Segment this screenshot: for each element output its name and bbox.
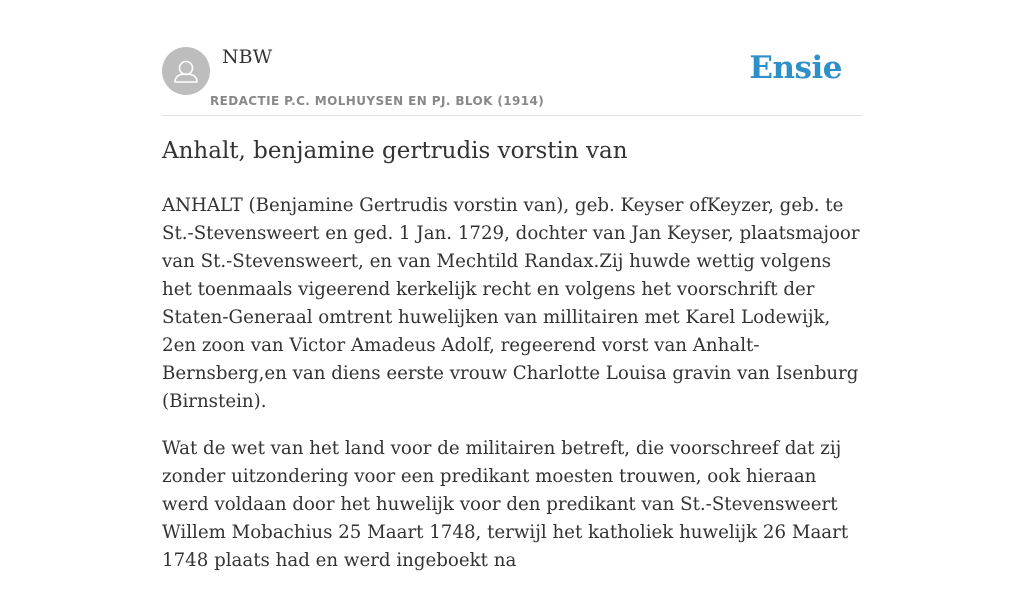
user-avatar-icon[interactable] xyxy=(162,47,210,95)
ensie-logo[interactable]: Ensie xyxy=(749,50,842,86)
author-name[interactable]: NBW xyxy=(222,46,273,68)
article-paragraph: ANHALT (Benjamine Gertrudis vorstin van), geb. Keyser ofKeyzer, geb. te St.-Stevensweert en ged. 1 Jan. 1729, dochter van Jan Keyser, plaatsmajoor van St.-Stevensweert, en van Mechtild Randax.Zij huwde wettig volgens het toenmaals vigeerend kerkelijk recht en volgens het voorschrift der Staten-Generaal omtrent huwelijken van millitairen met Karel Lodewijk, 2en zoon van Victor Amadeus Adolf, regeerend vorst van Anhalt-Bernsberg,en van diens eerste vrouw Charlotte Louisa gravin van Isenburg (Birnstein). xyxy=(162,195,860,412)
header xyxy=(162,0,862,116)
article-paragraph: Wat de wet van het land voor de militairen betreft, die voorschreef dat zij zonder uitzondering voor een predikant moesten trouwen, ook hieraan werd voldaan door het huwelijk voor den predikant van St.-Stevensweert Willem Mobachius 25 Maart 1748, terwijl het katholiek huwelijk 26 Maart 1748 plaats had en werd ingeboekt na xyxy=(162,438,849,571)
article-body xyxy=(162,192,864,594)
author-subtitle: REDACTIE P.C. MOLHUYSEN EN PJ. BLOK (1914) xyxy=(210,94,545,108)
article-title: Anhalt, benjamine gertrudis vorstin van xyxy=(162,138,628,164)
